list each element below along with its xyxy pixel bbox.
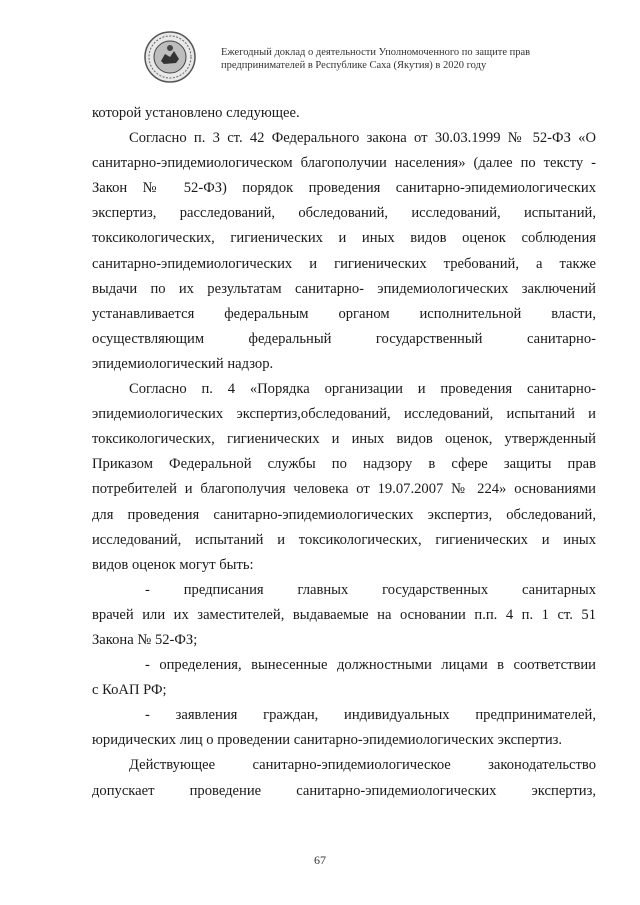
coat-of-arms-emblem-icon bbox=[143, 30, 197, 84]
text-line: токсикологических, гигиенических и иных видов оценок, утвержденный bbox=[92, 431, 596, 448]
report-title bbox=[221, 46, 551, 72]
text-line: экспертиз, расследований, обследований, исследований, испытаний, bbox=[92, 205, 596, 222]
report-title-line-2: предпринимателей в Республике Саха (Якутия) в 2020 году bbox=[221, 60, 487, 71]
text-line: токсикологических, гигиенических и иных видов оценок соблюдения bbox=[92, 230, 596, 247]
text-line: устанавливается федеральным органом исполнительной власти, bbox=[92, 305, 596, 322]
list-item-determinations bbox=[92, 653, 596, 703]
report-title-line-1: Ежегодный доклад о деятельности Уполномоченного по защите прав bbox=[221, 47, 531, 58]
text-line: юридических лиц о проведении санитарно-эпидемиологических экспертиз. bbox=[92, 732, 563, 749]
text-line: которой установлено следующее. bbox=[92, 105, 300, 121]
text-line: Согласно п. 3 ст. 42 Федерального закона от 30.03.1999 № 52-ФЗ «О bbox=[129, 130, 596, 147]
text-line: эпидемиологический надзор. bbox=[92, 355, 274, 372]
text-line: для проведения санитарно-эпидемиологических экспертиз, обследований, bbox=[92, 506, 596, 523]
paragraph-law-52fz bbox=[92, 126, 596, 377]
text-line: выдачи по их результатам санитарно- эпидемиологических заключений bbox=[92, 280, 596, 297]
paragraph-procedure bbox=[92, 377, 596, 578]
text-line: исследований, испытаний и токсикологических, гигиенических и иных bbox=[92, 531, 596, 548]
text-line: санитарно-эпидемиологических и гигиенических требований, а также bbox=[92, 255, 596, 272]
text-line: Закон № 52-ФЗ) порядок проведения санитарно-эпидемиологических bbox=[92, 180, 596, 197]
text-line: - заявления граждан, индивидуальных предпринимателей, bbox=[145, 707, 596, 724]
text-line: допускает проведение санитарно-эпидемиологических экспертиз, bbox=[92, 782, 596, 799]
text-line: с КоАП РФ; bbox=[92, 682, 167, 699]
text-line: видов оценок могут быть: bbox=[92, 556, 254, 573]
page-header bbox=[143, 30, 543, 90]
text-line: - предписания главных государственных санитарных bbox=[145, 581, 596, 598]
paragraph-intro bbox=[92, 101, 596, 126]
text-line: Приказом Федеральной службы по надзору в сфере защиты прав bbox=[92, 456, 596, 473]
text-line: врачей или их заместителей, выдаваемые на основании п.п. 4 п. 1 ст. 51 bbox=[92, 606, 596, 623]
text-line: Закона № 52-ФЗ; bbox=[92, 631, 198, 648]
text-line: Согласно п. 4 «Порядка организации и проведения санитарно- bbox=[129, 381, 596, 398]
text-line: осуществляющим федеральный государственный санитарно- bbox=[92, 330, 596, 347]
text-line: потребителей и благополучия человека от 19.07.2007 № 224» основаниями bbox=[92, 481, 596, 498]
text-line: эпидемиологических экспертиз,обследований, исследований, испытаний и bbox=[92, 406, 596, 423]
text-line: санитарно-эпидемиологическом благополучии населения» (далее по тексту - bbox=[92, 155, 596, 172]
page-body bbox=[92, 101, 596, 804]
text-line: Действующее санитарно-эпидемиологическое законодательство bbox=[129, 757, 596, 774]
paragraph-legislation bbox=[92, 753, 596, 803]
list-item-applications bbox=[92, 703, 596, 753]
page-number: 67 bbox=[314, 853, 326, 867]
list-item-prescriptions bbox=[92, 578, 596, 653]
text-line: - определения, вынесенные должностными лицами в соответствии bbox=[145, 657, 596, 674]
